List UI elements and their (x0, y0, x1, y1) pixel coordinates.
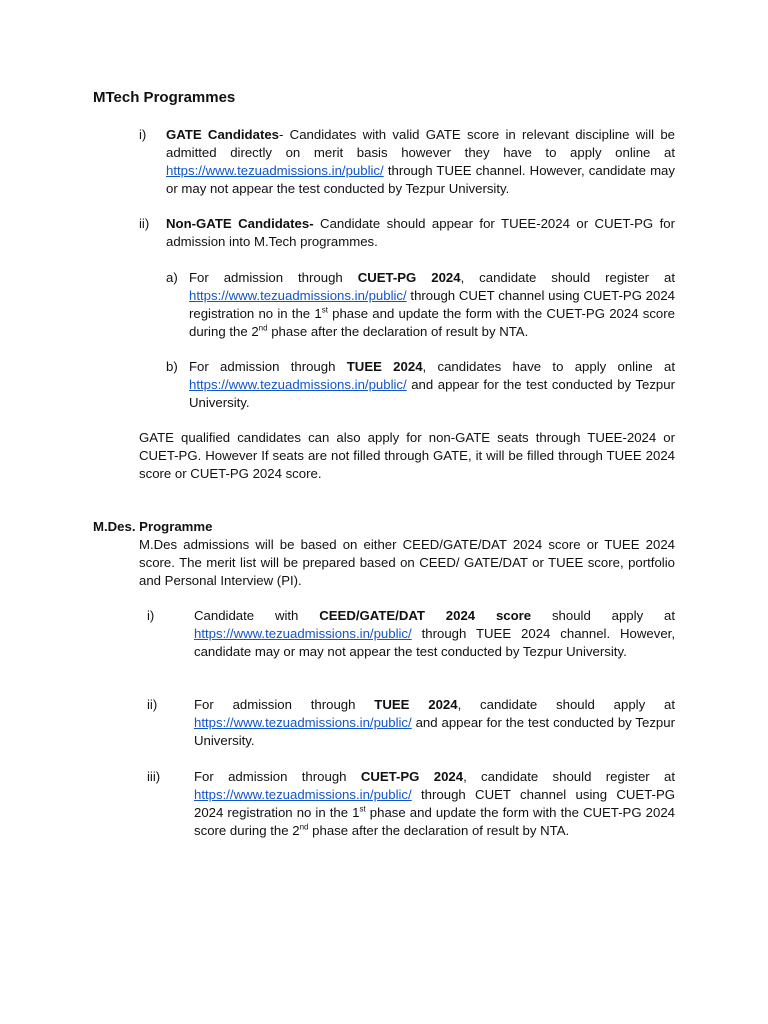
mdes-item3-link[interactable]: https://www.tezuadmissions.in/public/ (194, 787, 412, 802)
mtech-sub-b-bold: TUEE 2024 (346, 359, 423, 374)
mtech-sub-a-sup1: st (321, 305, 328, 315)
mtech-sub-a-t4: phase and update the form with the CUET-PG 2024 score during the 2 (189, 306, 675, 339)
mtech-item1-bold: GATE Candidates (166, 127, 280, 142)
mtech-sub-a-t2: , candidate should register at (460, 270, 675, 285)
mtech-item1-t2: through TUEE channel. However, candidate may or may not appear the test conducted by Tezpur University. (166, 163, 675, 196)
mtech-sub-a-bold: CUET-PG 2024 (357, 270, 461, 285)
mdes-item3-t5: phase after the declaration of result by NTA. (308, 823, 570, 838)
mtech-sub-a-t3: through CUET channel using CUET-PG 2024 registration no in the 1 (189, 288, 675, 321)
mdes-item2-number: ii) (147, 697, 158, 712)
mdes-item3-text (194, 768, 675, 840)
mdes-item1-text (194, 607, 675, 661)
mdes-item2-t1: For admission through (194, 697, 375, 712)
mdes-item1-link[interactable]: https://www.tezuadmissions.in/public/ (194, 626, 412, 641)
mdes-heading: M.Des. Programme (93, 519, 213, 534)
mdes-item2-t3: and appear for the test conducted by Tezpur University. (194, 715, 675, 748)
mtech-sub-a-t5: phase after the declaration of result by NTA. (267, 324, 529, 339)
mtech-sub-b-text (189, 358, 675, 412)
mdes-item1-t2: should apply at (531, 608, 675, 623)
mtech-sub-a-t1: For admission through (189, 270, 358, 285)
mdes-item3-sup1: st (359, 804, 366, 814)
mtech-sub-a-number: a) (166, 270, 178, 285)
mtech-item1-link[interactable]: https://www.tezuadmissions.in/public/ (166, 163, 384, 178)
mdes-item3-sup2: nd (299, 822, 309, 832)
mdes-item2-text (194, 696, 675, 750)
mtech-item2-text (166, 215, 675, 251)
mdes-item1-t3: through TUEE 2024 channel. However, candidate may or may not appear the test conducted by Tezpur University. (194, 626, 675, 659)
mdes-item2-bold: TUEE 2024 (374, 697, 458, 712)
mdes-item3-t2: , candidate should register at (463, 769, 675, 784)
mdes-item3-t1: For admission through (194, 769, 361, 784)
mdes-intro: M.Des admissions will be based on either CEED/GATE/DAT 2024 score or TUEE 2024 score. The merit list will be prepared based on CEED/ GATE/DAT or TUEE score, portfolio and Personal Interview (PI). (139, 537, 675, 588)
mdes-item1-t1: Candidate with (194, 608, 320, 623)
mtech-item2-number: ii) (139, 216, 150, 231)
mdes-item3-number: iii) (147, 769, 161, 784)
mtech-sub-b-link[interactable]: https://www.tezuadmissions.in/public/ (189, 377, 407, 392)
mtech-item1-number: i) (139, 127, 147, 142)
mtech-sub-a-link[interactable]: https://www.tezuadmissions.in/public/ (189, 288, 407, 303)
mtech-item1-text (166, 126, 675, 198)
mtech-sub-b-t2: , candidates have to apply online at (422, 359, 675, 374)
mdes-item2-t2: , candidate should apply at (457, 697, 675, 712)
mdes-item3-t3: through CUET channel using CUET-PG 2024 registration no in the 1 (194, 787, 675, 820)
mdes-item1-bold: CEED/GATE/DAT 2024 score (319, 608, 532, 623)
mtech-sub-b-number: b) (166, 359, 178, 374)
mtech-sub-b-t3: and appear for the test conducted by Tezpur University. (189, 377, 675, 410)
mtech-sub-b-t1: For admission through (189, 359, 347, 374)
mtech-sub-a-sup2: nd (258, 323, 268, 333)
mdes-item3-t4: phase and update the form with the CUET-PG 2024 score during the 2 (194, 805, 675, 838)
mdes-item3-bold: CUET-PG 2024 (360, 769, 464, 784)
mtech-item2-bold: Non-GATE Candidates- (166, 216, 314, 231)
mtech-item2-t1: Candidate should appear for TUEE-2024 or CUET-PG for admission into M.Tech programmes. (166, 216, 675, 249)
mtech-sub-a-text (189, 269, 675, 341)
mtech-item1-t1: - Candidates with valid GATE score in relevant discipline will be admitted directly on merit basis however they have to apply online at (166, 127, 675, 160)
mdes-item1-number: i) (147, 608, 155, 623)
mdes-item2-link[interactable]: https://www.tezuadmissions.in/public/ (194, 715, 412, 730)
mtech-heading: MTech Programmes (93, 89, 236, 106)
mtech-note: GATE qualified candidates can also apply for non-GATE seats through TUEE-2024 or CUET-PG. However If seats are not filled through GATE, it will be filled through TUEE 2024 score or CUET-PG 2024 score. (139, 430, 675, 481)
